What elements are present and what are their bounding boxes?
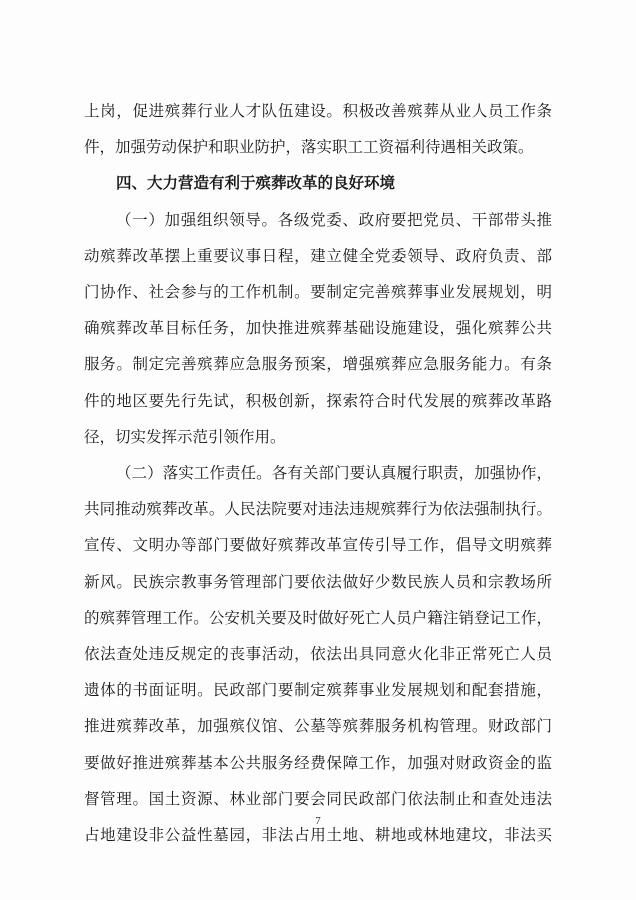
body-line: 新风。民族宗教事务管理部门要依法做好少数民族人员和宗教场所 (84, 573, 552, 591)
paragraph-first-line: （二）落实工作责任。各有关部门要认真履行职责，加强协作， (116, 464, 552, 482)
body-line: 件的地区要先行先试，积极创新，探索符合时代发展的殡葬改革路 (84, 392, 552, 410)
body-line: 门协作、社会参与的工作机制。要制定完善殡葬事业发展规划，明 (84, 283, 552, 301)
page-number: 7 (315, 815, 321, 827)
body-line: 共同推动殡葬改革。人民法院要对违法违规殡葬行为依法强制执行。 (84, 500, 552, 518)
body-line: 的殡葬管理工作。公安机关要及时做好死亡人员户籍注销登记工作， (84, 609, 552, 627)
body-line: 件，加强劳动保护和职业防护，落实职工工资福利待遇相关政策。 (84, 138, 534, 156)
body-line: 径，切实发挥示范引领作用。 (84, 428, 286, 446)
body-line: 遗体的书面证明。民政部门要制定殡葬事业发展规划和配套措施， (84, 681, 552, 699)
body-line: 上岗，促进殡葬行业人才队伍建设。积极改善殡葬从业人员工作条 (84, 102, 552, 120)
body-line: 服务。制定完善殡葬应急服务预案，增强殡葬应急服务能力。有条 (84, 355, 552, 373)
body-line: 动殡葬改革摆上重要议事日程，建立健全党委领导、政府负责、部 (84, 247, 552, 265)
body-line: 占地建设非公益性墓园，非法占用土地、耕地或林地建坟，非法买 (84, 826, 552, 844)
paragraph-first-line: （一）加强组织领导。各级党委、政府要把党员、干部带头推 (116, 211, 552, 229)
section-heading: 四、大力营造有利于殡葬改革的良好环境 (116, 174, 396, 192)
body-line: 宣传、文明办等部门要做好殡葬改革宣传引导工作，倡导文明殡葬 (84, 536, 552, 554)
body-line: 确殡葬改革目标任务，加快推进殡葬基础设施建设，强化殡葬公共 (84, 319, 552, 337)
body-line: 依法查处违反规定的丧事活动，依法出具同意火化非正常死亡人员 (84, 645, 552, 663)
body-line: 要做好推进殡葬基本公共服务经费保障工作，加强对财政资金的监 (84, 754, 552, 772)
body-line: 推进殡葬改革，加强殡仪馆、公墓等殡葬服务机构管理。财政部门 (84, 717, 552, 735)
body-line: 督管理。国土资源、林业部门要会同民政部门依法制止和查处违法 (84, 790, 552, 808)
